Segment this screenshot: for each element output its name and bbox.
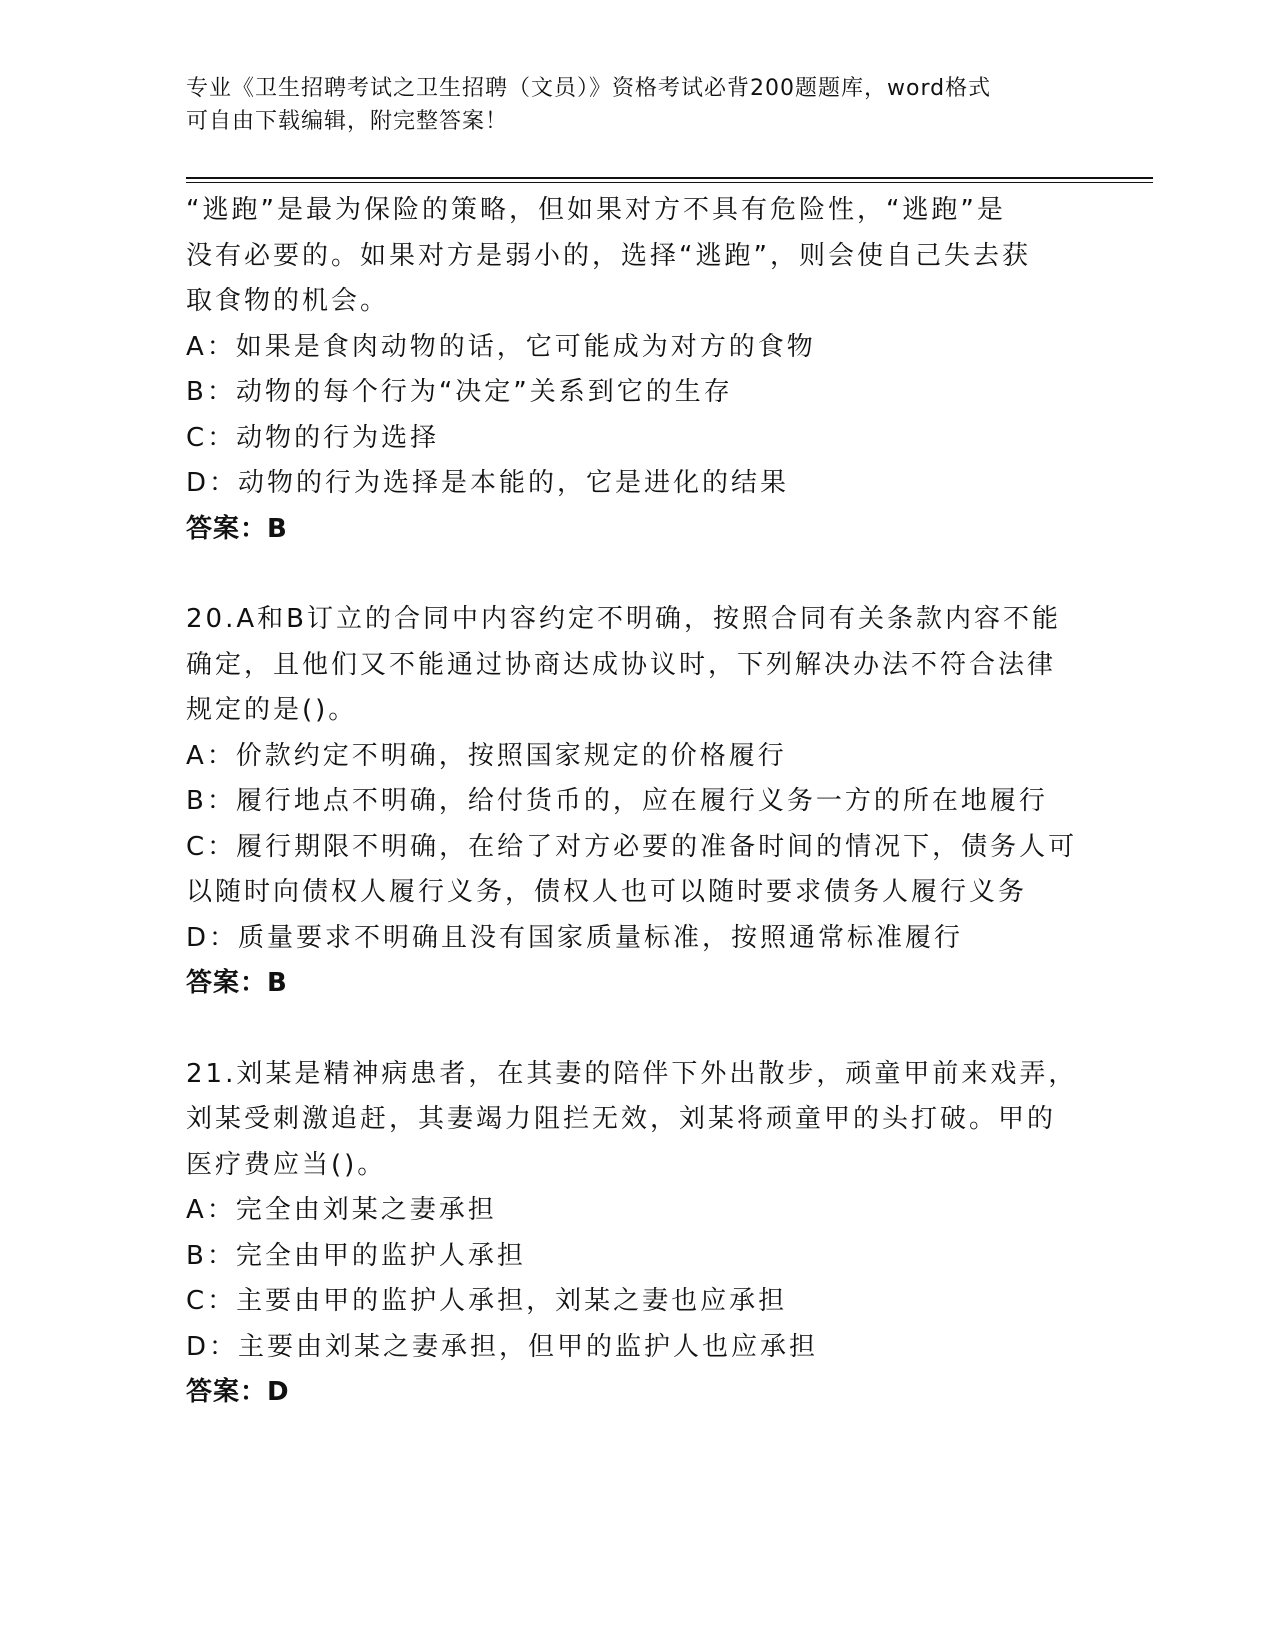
answer-line: 答案：B bbox=[186, 968, 288, 998]
answer-line: 答案：B bbox=[186, 513, 288, 544]
document-body bbox=[186, 188, 1086, 1416]
question-stem-line: 医疗费应当()。 bbox=[186, 1149, 387, 1180]
option-a: A：价款约定不明确，按照国家规定的价格履行 bbox=[186, 740, 787, 771]
question-19 bbox=[186, 188, 1086, 552]
question-21 bbox=[186, 1052, 1086, 1416]
option-d: D：质量要求不明确且没有国家质量标准，按照通常标准履行 bbox=[186, 922, 964, 953]
option-b: B：动物的每个行为“决定”关系到它的生存 bbox=[186, 377, 733, 407]
header-divider-thin bbox=[186, 182, 1153, 183]
question-stem-line: 规定的是()。 bbox=[186, 695, 358, 725]
option-c: C：主要由甲的监护人承担，刘某之妻也应承担 bbox=[186, 1286, 788, 1316]
question-stem-line: 确定，且他们又不能通过协商达成协议时，下列解决办法不符合法律 bbox=[186, 649, 1057, 680]
question-stem-line: 取食物的机会。 bbox=[186, 286, 390, 316]
question-stem-line: 没有必要的。如果对方是弱小的，选择“逃跑”，则会使自己失去获 bbox=[186, 240, 1031, 271]
header-line-2: 可自由下载编辑，附完整答案！ bbox=[186, 109, 509, 134]
option-b: B：完全由甲的监护人承担 bbox=[186, 1240, 526, 1271]
option-a: A：完全由刘某之妻承担 bbox=[186, 1195, 497, 1225]
option-d: D：动物的行为选择是本能的，它是进化的结果 bbox=[186, 468, 790, 498]
question-stem-line: “逃跑”是最为保险的策略，但如果对方不具有危险性，“逃跑”是 bbox=[186, 195, 1006, 225]
option-b: B：履行地点不明确，给付货币的，应在履行义务一方的所在地履行 bbox=[186, 786, 1048, 816]
option-a: A：如果是食肉动物的话，它可能成为对方的食物 bbox=[186, 331, 816, 362]
document-header bbox=[186, 72, 1066, 138]
question-stem-line: 刘某受刺激追赶，其妻竭力阻拦无效，刘某将顽童甲的头打破。甲的 bbox=[186, 1104, 1057, 1134]
option-c-continued: 以随时向债权人履行义务，债权人也可以随时要求债务人履行义务 bbox=[186, 877, 1028, 907]
question-stem-line: 21.刘某是精神病患者，在其妻的陪伴下外出散步，顽童甲前来戏弄， bbox=[186, 1058, 1078, 1089]
answer-line: 答案：D bbox=[186, 1377, 290, 1407]
header-line-1: 专业《卫生招聘考试之卫生招聘（文员）》资格考试必背200题题库，word格式 bbox=[186, 76, 992, 101]
header-divider-thick bbox=[186, 177, 1153, 179]
option-c: C：履行期限不明确，在给了对方必要的准备时间的情况下，债务人可 bbox=[186, 831, 1078, 862]
question-stem-line: 20.A和B订立的合同中内容约定不明确，按照合同有关条款内容不能 bbox=[186, 604, 1061, 634]
question-20 bbox=[186, 597, 1086, 1007]
option-c: C：动物的行为选择 bbox=[186, 422, 440, 453]
option-d: D：主要由刘某之妻承担，但甲的监护人也应承担 bbox=[186, 1331, 819, 1362]
